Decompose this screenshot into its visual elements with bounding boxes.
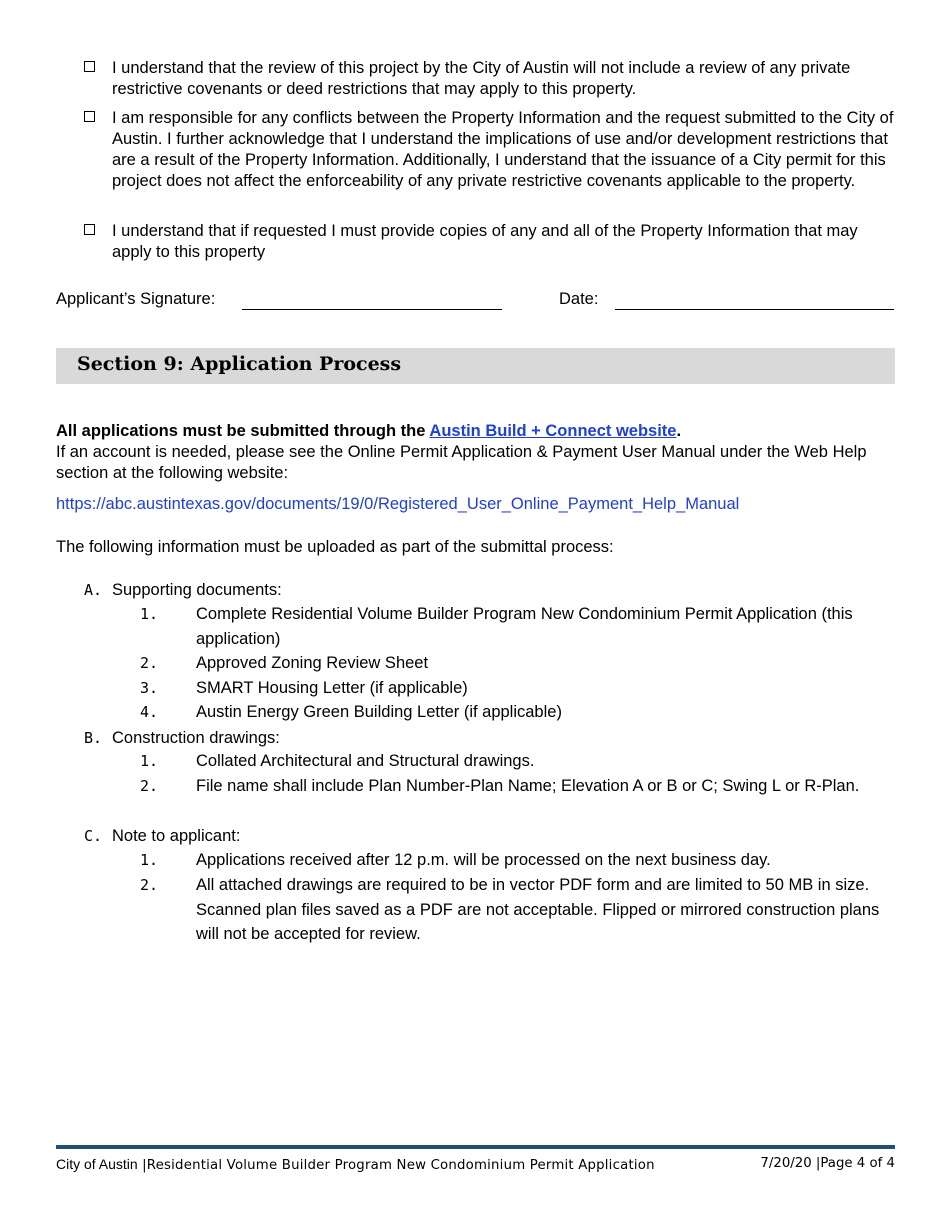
- list-item: [140, 676, 900, 701]
- acknowledgement-item: [84, 58, 896, 100]
- item-text: All attached drawings are required to be in vector PDF form and are limited to 50 MB in size. Scanned plan files saved as a PDF are not acceptable. Flipped or mirrored construction plans will not be accepted for review.: [196, 876, 880, 943]
- item-number: 1.: [140, 605, 159, 623]
- footer-rule: [56, 1145, 895, 1149]
- upload-instructions: The following information must be uploaded as part of the submittal process:: [56, 538, 614, 556]
- list-item: [140, 848, 900, 873]
- acknowledgement-item: [84, 221, 896, 263]
- signature-field[interactable]: [242, 309, 502, 310]
- date-label: Date:: [559, 290, 599, 308]
- account-instructions: If an account is needed, please see the Online Permit Application & Payment User Manual under the Web Help section at the following website:: [56, 443, 867, 482]
- list-group-heading: [84, 826, 240, 847]
- list-item: [140, 651, 900, 676]
- list-marker: A.: [84, 581, 103, 599]
- footer-left: [56, 1156, 655, 1173]
- signature-label: Applicant’s Signature:: [56, 290, 216, 308]
- footer-org: City of Austin: [56, 1156, 138, 1172]
- acknowledgement-text: I understand that the review of this project by the City of Austin will not include a review of any private restrictive covenants or deed restrictions that may apply to this property.: [112, 59, 851, 98]
- item-text: SMART Housing Letter (if applicable): [196, 679, 468, 697]
- group-label: Construction drawings:: [112, 729, 280, 747]
- item-number: 2.: [140, 777, 159, 795]
- item-text: File name shall include Plan Number-Plan Name; Elevation A or B or C; Swing L or R-Plan.: [196, 777, 860, 795]
- list-item: [140, 602, 900, 651]
- list-marker: C.: [84, 827, 103, 845]
- list-marker: B.: [84, 729, 103, 747]
- austin-build-connect-link[interactable]: Austin Build + Connect website: [429, 422, 677, 440]
- intro-bold-text: All applications must be submitted through the: [56, 422, 430, 440]
- item-number: 4.: [140, 703, 159, 721]
- checkbox[interactable]: [84, 61, 95, 72]
- item-text: Collated Architectural and Structural drawings.: [196, 752, 535, 770]
- checkbox[interactable]: [84, 111, 95, 122]
- item-text: Austin Energy Green Building Letter (if applicable): [196, 703, 562, 721]
- acknowledgement-text: I am responsible for any conflicts between the Property Information and the request submitted to the City of Austin. I further acknowledge that I understand the implications of use and/or development restrictions that are a result of the Property Information. Additionally, I understand that the issuance of a City permit for this project does not affect the enforceability of any private restrictive covenants applicable to the property.: [112, 109, 894, 190]
- signature-row: [56, 290, 896, 316]
- section-title: Section 9: Application Process: [77, 353, 402, 375]
- item-text: Complete Residential Volume Builder Program New Condominium Permit Application (this application): [196, 605, 853, 648]
- checkbox[interactable]: [84, 224, 95, 235]
- intro-period: .: [676, 422, 682, 440]
- item-number: 2.: [140, 876, 159, 894]
- acknowledgement-item: [84, 108, 896, 192]
- date-field[interactable]: [615, 309, 894, 310]
- list-group-heading: [84, 728, 280, 749]
- list-group-heading: [84, 580, 282, 601]
- list-item: [140, 700, 900, 725]
- item-number: 1.: [140, 752, 159, 770]
- list-item: [140, 774, 900, 799]
- acknowledgement-text: I understand that if requested I must provide copies of any and all of the Property Information that may apply to this property: [112, 222, 858, 261]
- list-item: [140, 749, 900, 774]
- item-text: Applications received after 12 p.m. will be processed on the next business day.: [196, 851, 771, 869]
- group-label: Note to applicant:: [112, 827, 241, 845]
- intro-paragraph: [56, 421, 896, 484]
- item-number: 1.: [140, 851, 159, 869]
- item-number: 2.: [140, 654, 159, 672]
- item-number: 3.: [140, 679, 159, 697]
- manual-url[interactable]: https://abc.austintexas.gov/documents/19/0/Registered_User_Online_Payment_Help_Manual: [56, 495, 740, 513]
- item-text: Approved Zoning Review Sheet: [196, 654, 429, 672]
- section-header: [56, 348, 895, 384]
- footer-date-page: 7/20/20 |Page 4 of 4: [760, 1156, 895, 1171]
- list-item: [140, 873, 900, 947]
- footer-doc-title: |Residential Volume Builder Program New Condominium Permit Application: [137, 1158, 655, 1173]
- group-label: Supporting documents:: [112, 581, 282, 599]
